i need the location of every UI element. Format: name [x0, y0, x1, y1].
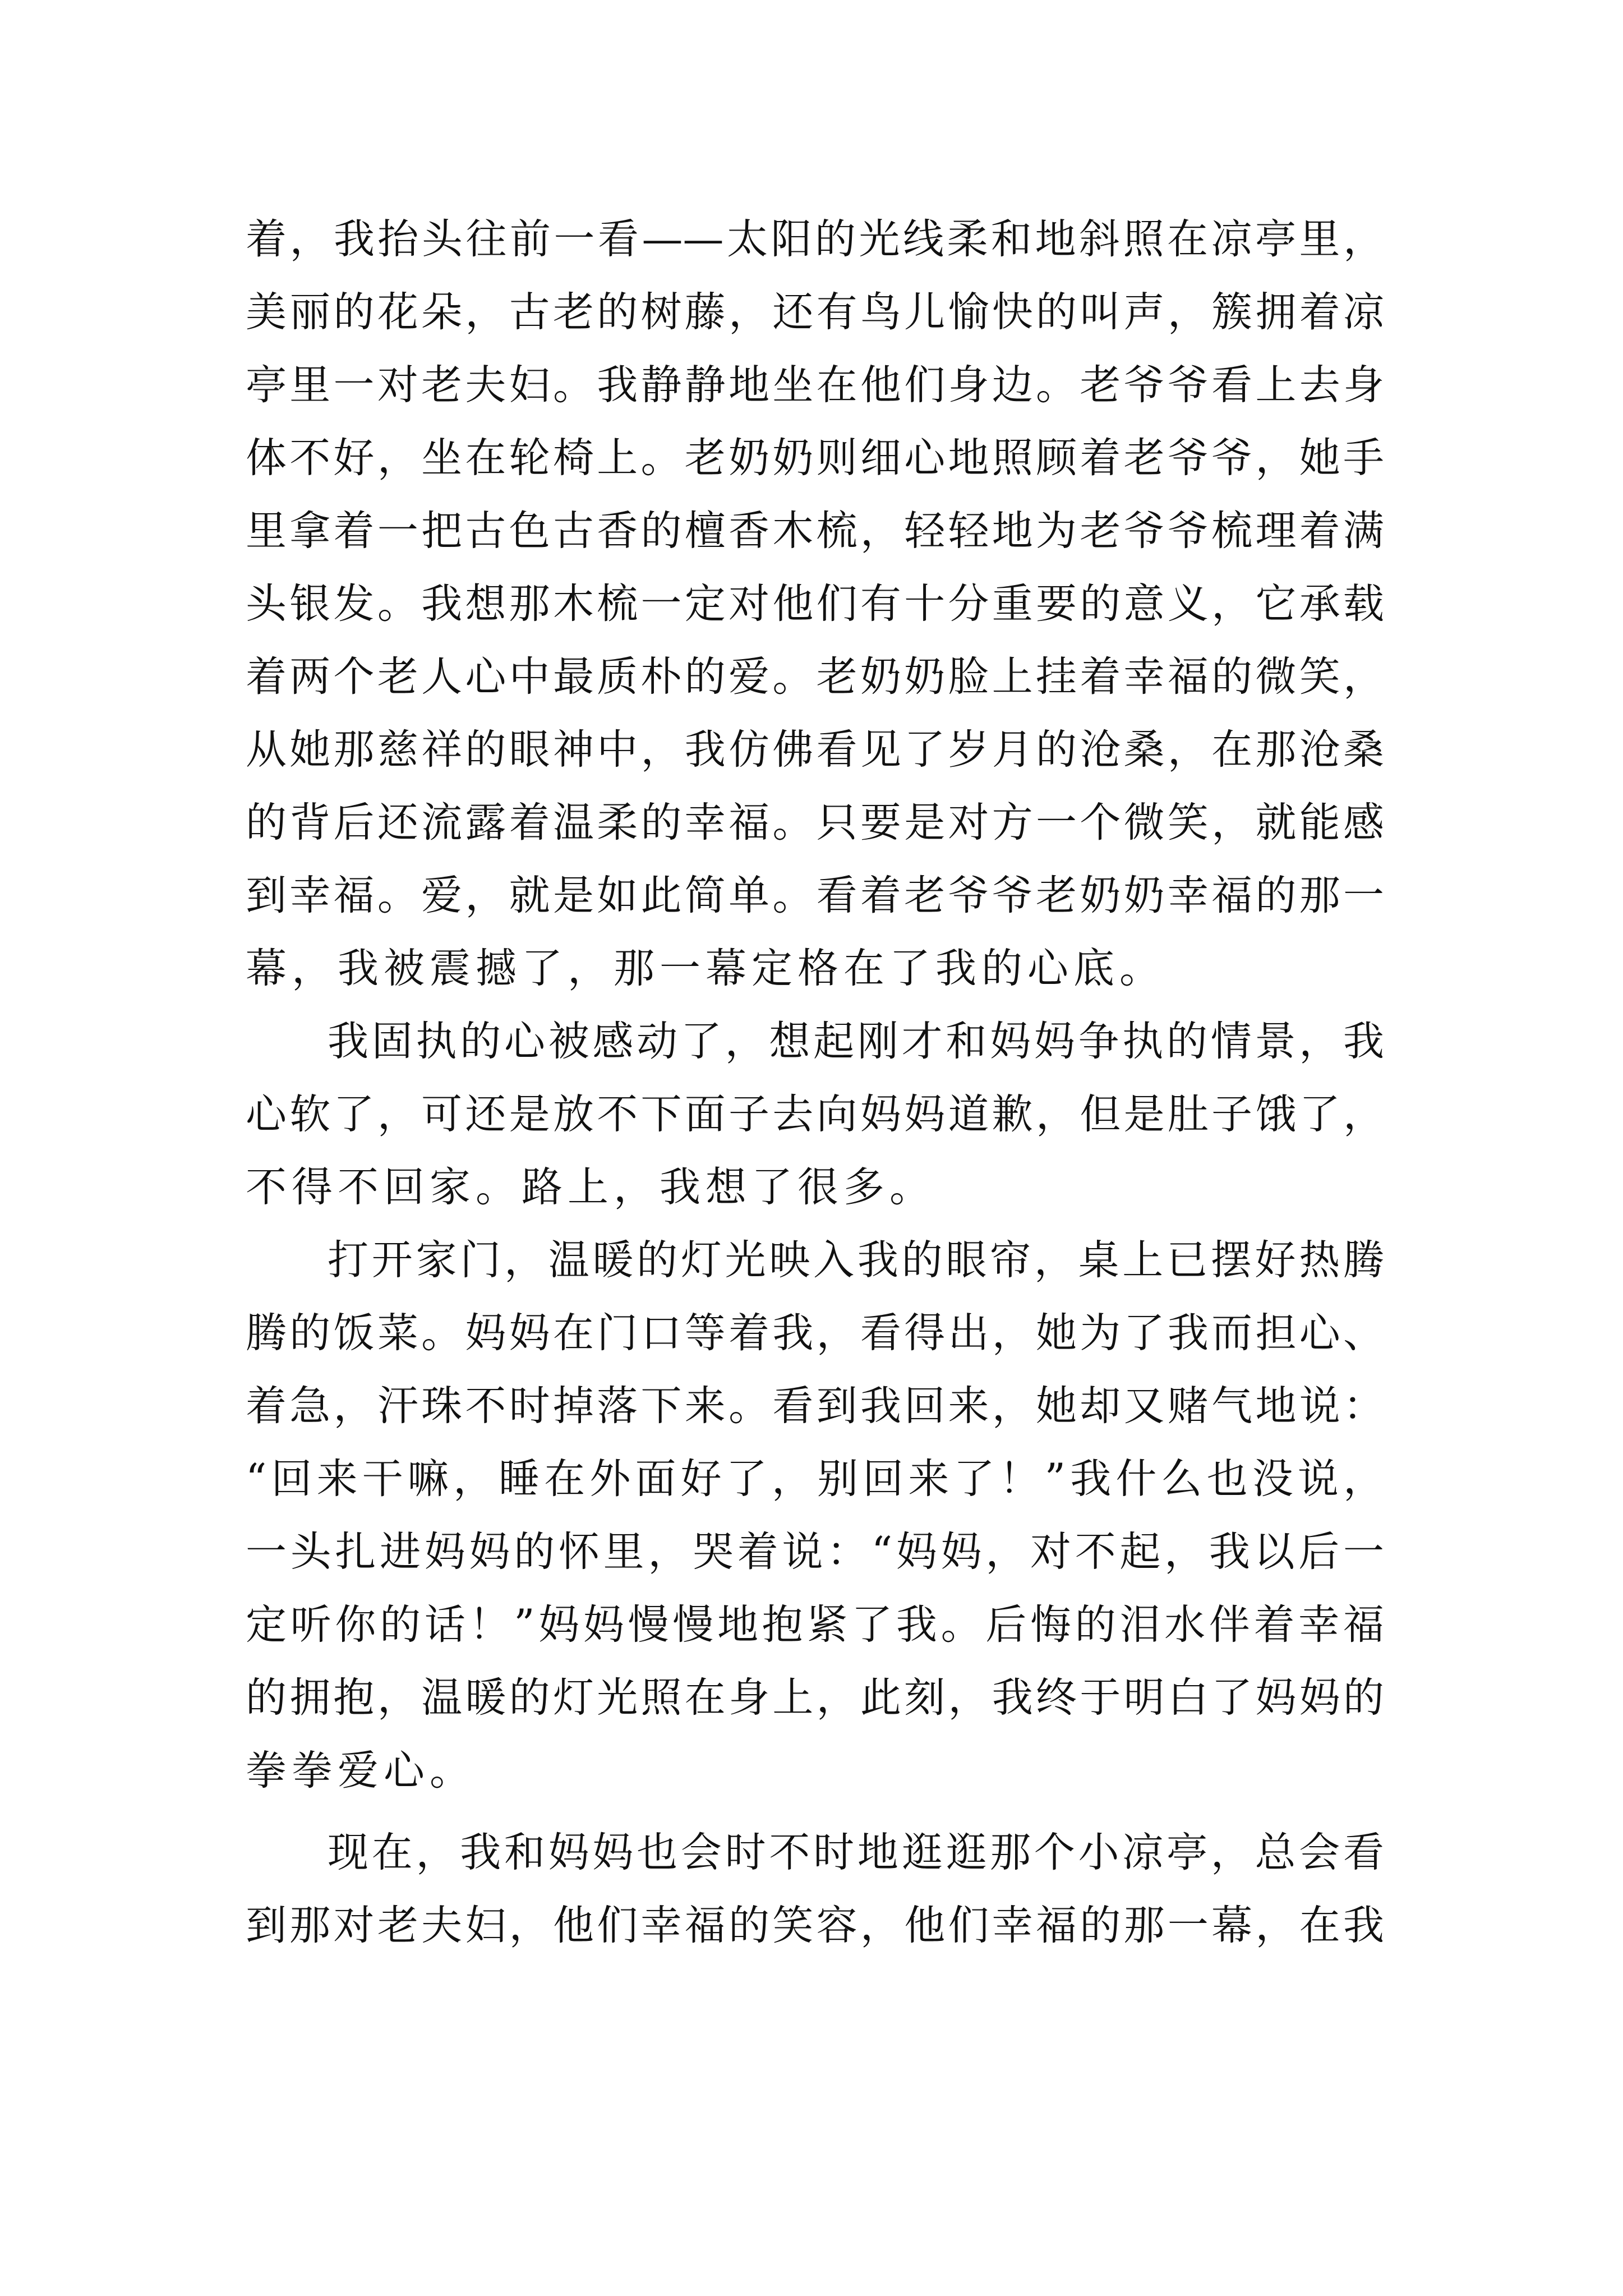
text-line: 美丽的花朵，古老的树藤，还有鸟儿愉快的叫声，簇拥着凉 [246, 288, 1384, 336]
text-line: 着两个老人心中最质朴的爱。老奶奶脸上挂着幸福的微笑， [246, 653, 1384, 701]
paragraph-gap [246, 1807, 1384, 1816]
text-line: 体不好，坐在轮椅上。老奶奶则细心地照顾着老爷爷，她手 [246, 434, 1384, 482]
body-text [246, 203, 1384, 1962]
text-line: 着，我抬头往前一看——太阳的光线柔和地斜照在凉亭里， [246, 215, 1384, 263]
text-line: 心软了，可还是放不下面子去向妈妈道歉，但是肚子饿了， [246, 1091, 1384, 1138]
text-line: 定听你的话！”妈妈慢慢地抱紧了我。后悔的泪水伴着幸福 [246, 1601, 1384, 1649]
text-line: 现在，我和妈妈也会时不时地逛逛那个小凉亭，总会看 [328, 1829, 1384, 1876]
text-line: 不得不回家。路上，我想了很多。 [246, 1163, 935, 1211]
text-line: 的背后还流露着温柔的幸福。只要是对方一个微笑，就能感 [246, 799, 1384, 846]
paragraph-4 [246, 1816, 1384, 1962]
text-line: 拳拳爱心。 [246, 1747, 476, 1795]
text-line: 腾的饭菜。妈妈在门口等着我，看得出，她为了我而担心、 [246, 1309, 1384, 1357]
text-line: 头银发。我想那木梳一定对他们有十分重要的意义，它承载 [246, 580, 1384, 628]
text-line: “回来干嘛，睡在外面好了，别回来了！”我什么也没说， [246, 1455, 1384, 1503]
text-line: 到那对老夫妇，他们幸福的笑容，他们幸福的那一幕，在我 [246, 1902, 1384, 1949]
text-line: 幕，我被震撼了，那一幕定格在了我的心底。 [246, 945, 1165, 992]
text-line: 一头扎进妈妈的怀里，哭着说：“妈妈，对不起，我以后一 [246, 1528, 1384, 1576]
text-line: 的拥抱，温暖的灯光照在身上，此刻，我终于明白了妈妈的 [246, 1674, 1384, 1722]
paragraph-2 [246, 1005, 1384, 1224]
text-line: 到幸福。爱，就是如此简单。看着老爷爷老奶奶幸福的那一 [246, 872, 1384, 919]
text-line: 从她那慈祥的眼神中，我仿佛看见了岁月的沧桑，在那沧桑 [246, 726, 1384, 774]
paragraph-3 [246, 1224, 1384, 1807]
text-line: 着急，汗珠不时掉落下来。看到我回来，她却又赌气地说： [246, 1382, 1384, 1430]
paragraph-1 [246, 203, 1384, 1005]
text-line: 里拿着一把古色古香的檀香木梳，轻轻地为老爷爷梳理着满 [246, 507, 1384, 555]
text-line: 亭里一对老夫妇。我静静地坐在他们身边。老爷爷看上去身 [246, 361, 1384, 409]
text-line: 打开家门，温暖的灯光映入我的眼帘，桌上已摆好热腾 [328, 1236, 1384, 1284]
text-line: 我固执的心被感动了，想起刚才和妈妈争执的情景，我 [328, 1018, 1384, 1065]
